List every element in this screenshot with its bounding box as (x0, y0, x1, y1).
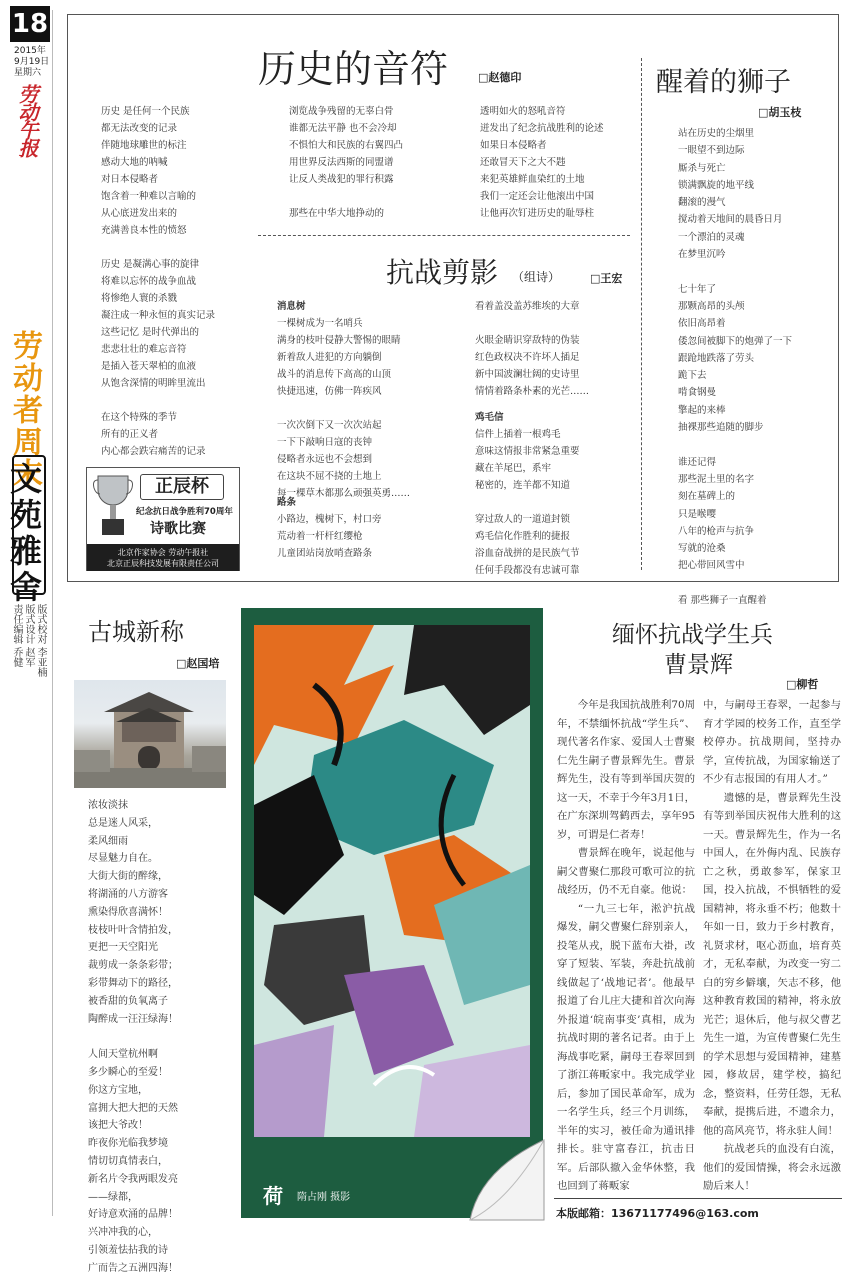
poem4-title: 古城新称 (88, 618, 184, 646)
article-col2-paragraph: 遗憾的是，曹景辉先生没有等到举国庆祝伟大胜利的这一天。曹景辉先生，作为一名中国人，在外侮内乱、民族存亡之秋，勇敢参军，保家卫国，投入抗战，不惧牺牲的爱国精神，将永垂不朽；他数十年如一日，致力于乡村教育，礼贤求材，呕心沥血，培育英才，无私奉献，为改变一穷二白的穷乡僻壤，矢志不移，他这种教育救国的精神，将永放光芒；退休后，他与叔父曹艺先生一道，为宣传曹聚仁先生的学术思想与爱国精神，建墓园，修故居，建学校，搞纪念，整资料，任劳任怨，无私奉献，提携后进，不遗余力，他的高风亮节，将永驻人间！ (703, 791, 841, 1137)
photo-credit: 隋占刚 摄影 (297, 1192, 351, 1203)
article-column-2 (703, 696, 841, 1196)
award-org1: 北京作家协会 劳动午报社 (117, 548, 209, 557)
dashed-divider-vertical (641, 58, 642, 570)
award-org2: 北京正辰科技发展有限责任公司 (107, 559, 219, 568)
newspaper-logo: 劳动午报 (15, 84, 39, 156)
poem3-sub3-title: 鸡毛信 (475, 412, 504, 423)
section-name: 劳动者周末 (7, 330, 42, 490)
article-col1-paragraph: 今年是我国抗战胜利70周年，不禁缅怀抗战“学生兵”、现代著名作家、爱国人士曹聚仁先生嗣子曹景辉先生。曹景辉先生，没有等到举国庆贺的这一天，不幸于今年3月1日，在广东深圳驾鹤西去，享年95岁，可谓是仁者寿！ (557, 699, 695, 841)
lotus-art-image (254, 625, 530, 1137)
poem3-author: □王宏 (590, 272, 623, 285)
trophy-icon (92, 472, 134, 542)
credit-proofreader: 版式校对 李亚楠 (35, 604, 46, 678)
footer-email: 本版邮箱：13671177496@163.com (556, 1207, 759, 1220)
footer-rule (554, 1198, 842, 1199)
sidebar-divider (52, 10, 53, 1216)
poem1-author: □赵德印 (478, 71, 522, 84)
poem3-subtitle: （组诗） (512, 270, 561, 284)
poem3-sub2-text: 小路边，槐树下，村口旁 荒动着一杆杆红缨枪 儿童团站岗放哨查路条 (277, 514, 382, 559)
lotus-artwork (254, 625, 530, 1137)
column-name: 文苑雅舍 (5, 462, 43, 606)
page-curl-icon (470, 1140, 544, 1220)
credit-designer: 版式设计 赵军 (23, 604, 34, 668)
city-gate-photo (74, 680, 226, 788)
poem2-title: 醒着的狮子 (656, 67, 791, 98)
poem4-text: 浓妆淡抹 总是迷人风采， 柔风细雨 尽显魅力自在。 大街大街的醉缘， 将湖涌的八方游客 熏染得欣喜满怀！ 枝枝叶叶含情拍发， 更把一天空阳光 裁剪成一条条彩带； 彩带舞动下的路径， 被香甜的负氧离子 陶醉成一汪汪绿海！ 人间天堂杭州啊 多少瞬心的至爱！ 你这方宝地， 富拥大把大把的天然 该把大爷改！ 昨夜你光临我梦境 情切切真情表白， 新名片令我两眼发亮 ——绿都， 好诗意欢涌的品牌！ 兴冲冲我的心， 引领羞怯拈我的诗 广而告之五洲四海！ (88, 800, 178, 1274)
award-line1: 纪念抗日战争胜利70周年 (136, 507, 233, 517)
article-col2-paragraph: 中，与嗣母王春翠，一起参与育才学园的校务工作，直至学校停办。抗战期间，坚持办学，宣传抗战，为国家输送了不少有志报国的有用人才。” (703, 699, 841, 785)
award-organizers (87, 544, 239, 571)
award-name: 正辰杯 (140, 474, 224, 500)
page-number: 18 (10, 6, 50, 42)
city-gate-image (74, 680, 226, 788)
date-year: 2015年 (14, 46, 46, 56)
poem2-text: 站在历史的尘烟里 一眼望不到边际 厮杀与死亡 锁满飘旋的地平线 翻滚的漫气 搅动着天地间的晨昏日月 一个漂泊的灵魂 在梦里沉吟 七十年了 那颗高昂的头颅 依旧高昂着 倭忽间被脚下的炮弹了一下 跟跄地跌落了劳头 跪下去 啃食钢曼 擎起的来棒 抽裸那些追随的脚步 谁还记得 那些泥土里的名字 刻在墓碑上的 只是喉嘤 八年的枪声与抗争 写就的沧桑 把心带回风雪中 看 那些狮子一直醒着 (678, 128, 793, 607)
article-col1-paragraph: “一九三七年，淞沪抗战爆发，嗣父曹聚仁辞别亲人，投笔从戎，脱下蓝布大褂，改穿了短装、军装，奔赴抗战前线做起了‘战地记者’。他最早报道了台儿庄大捷和首次向海外报道‘皖南事变’真相，成为抗战时期的著名记者。由于上海战事吃紧，嗣母王春翠回到了浙江蒋畈家中。我完成学业后，参加了国民革命军，成为一名学生兵，经三个月训练，半年的实习，被任命为通讯排排长。驻守富春江，抗击日军。后部队撤入金华休整，我也回到了蒋畈家 (557, 902, 695, 1192)
article-title-line2: 曹景辉 (664, 652, 733, 678)
article-title-line1: 缅怀抗战学生兵 (612, 622, 773, 648)
poem2-author: □胡玉枝 (758, 106, 802, 119)
poem1-column-2: 浏览战争残留的无辜白骨 谁都无法平静 也不会冷却 不惧怕大和民族的右翼四凸 用世界反法西斯的同盟谱 让反人类战犯的罪行积露 那些在中华大地挣动的 (289, 106, 404, 219)
dashed-divider-horizontal (258, 235, 630, 236)
weekday: 星期六 (14, 68, 42, 78)
poem1-column-1: 历史 是任何一个民族 都无法改变的记录 伴随地球雕世的标注 感动大地的呐喊 对日本侵略者 饱含着一种难以言喻的 从心底迸发出来的 充满善良本性的愤怒 历史 是凝满心事的旋律 将难以忘怀的战争血战 将惨绝人寰的杀戮 凝注成一种永恒的真实记录 这些记忆 是时代弹出的 悲悲壮壮的难忘音符 是插入苍天翠柏的血液 从饱含深情的明眸里流出 在这个特殊的季节 所有的正义者 内心都会跌宕痛苦的记录 (101, 106, 216, 457)
poem3-sub2-title: 路条 (277, 497, 297, 508)
credit-editor: 责任编辑 乔健 (11, 604, 22, 668)
poem3-sub1-title: 消息树 (277, 301, 306, 312)
poem1-title: 历史的音符 (258, 47, 449, 91)
article-author: □柳哲 (786, 678, 819, 691)
article-column-1 (557, 696, 695, 1196)
poem3-column-2: 看着盖没盖苏维埃的大章 火眼金睛识穿敌特的伪装 红色政权决不许坏人插足 新中国波澜壮阔的史诗里 情情着路条朴素的光芒…… (475, 301, 590, 397)
award-line2: 诗歌比赛 (150, 521, 206, 537)
poem3-title: 抗战剪影 (386, 256, 499, 289)
poem1-column-3: 透明如火的怒吼音符 迸发出了纪念抗战胜利的论述 如果日本侵略者 还敢冒天下之大不韪 来犯英雄鲜血染红的土地 我们一定还会让他滚出中国 让他再次钉进历史的耻辱柱 (480, 106, 604, 219)
poem4-author: □赵国培 (176, 657, 220, 670)
article-col1-paragraph: 曹景辉在晚年，说起他与嗣父曹聚仁那段可歌可泣的抗战经历，仍不无自豪。他说： (557, 847, 695, 896)
photo-caption: 荷 (263, 1184, 283, 1208)
poem3-sub1-text: 一棵树成为一名哨兵 满身的枝叶侵静大警惕的眼睛 新着敌人进犯的方向躺倒 战斗的消息传下高高的山顶 快捷迅速，仿佛一阵疾风 一次次倒下又一次次站起 一下下敲响日寇的丧钟 侵略者永远也不会想到 在这块不屈不挠的土地上 每一棵草木都那么顽强英勇…… (277, 318, 411, 499)
date-day: 9月19日 (14, 57, 50, 67)
poem3-sub3-text: 信件上插着一根鸡毛 意味这情报非常紧急重要 藏在羊尾巴，系牢 秘密的，连羊都不知道 穿过敌人的一道道封锁 鸡毛信化作胜利的捷报 浴血奋战拼的是民族气节 任何手段都没有忠诚可靠 (475, 429, 580, 576)
article-col2-paragraph: 抗战老兵的血没有白流，他们的爱国情操，将会永远激励后来人！ (703, 1143, 841, 1192)
